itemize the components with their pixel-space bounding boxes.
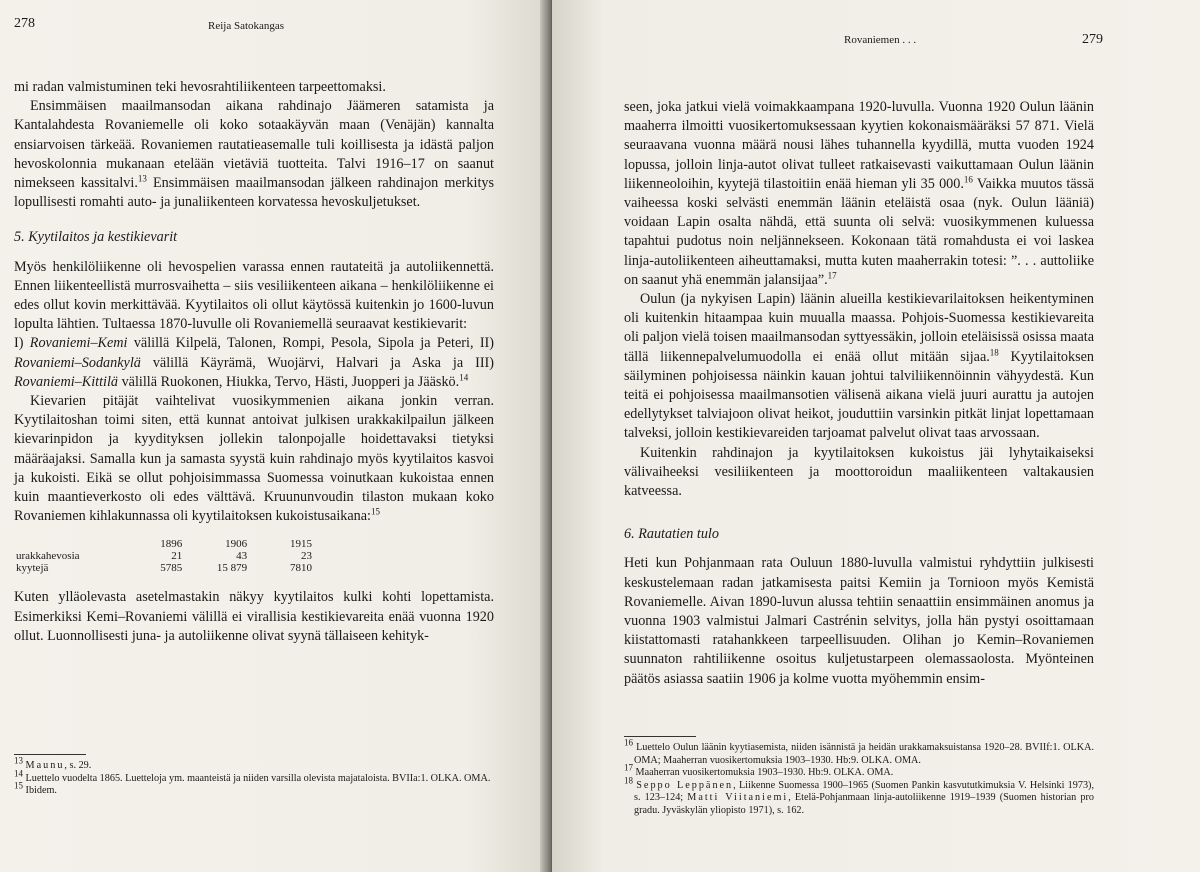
author-name: Seppo Leppänen [636,779,734,791]
table-cell: 5785 [160,562,183,575]
text-run: Kyytilaitoksen säilyminen pohjoisessa näinkin kauan johtui talviliikennöinnin vähyydestä. Kun teitä ei pohjoisessa maailmansotien välisenä aikana vielä juuri aurattu ja autojen edellytykset talviajoon olivat heikot, jouduttiin varsinkin pitkät linjat lopettamaan talveksi, jolloin kestikievareiden tarjoamat palvelut olivat taas arvossaan. [624,348,1094,442]
footnote-mark: 13 [14,755,23,766]
footnote-text: Ibidem. [25,785,57,796]
footnote-rule [14,754,86,755]
footnote [14,755,494,773]
text-run: Oulun (ja nykyisen Lapin) läänin alueilla kestikievarilaitoksen heikentyminen oli kuitenkin hitaampaa kuin muualla maassa. Pohjois-Suomessa kestikievareita oli paljon vielä toisen maailmansodan syttyessäkin, jolloin eteläisissä osissa maata tällä liikennepalvelumuodolla ei enää ollut mitään sijaa. [624,291,1094,365]
paragraph: Kuten ylläolevasta asetelmastakin näkyy kyytilaitos kulki kohti lopettamista. Esimerkiksi Kemi–Rovaniemi välillä ei virallisia kestikievareita enää vuonna 1920 ollut. Luonnollisesti juna- ja autoliikenne olivat syynä tällaiseen kehityk- [14,589,494,644]
page-number: 279 [1082,32,1103,47]
footnote-mark: 15 [14,780,23,791]
footnote [14,768,494,786]
footnote-mark: 14 [14,768,23,779]
route-name: Rovaniemi–Kittilä [14,373,119,390]
footnote-text: , Liikenne Suomessa 1900–1965 (Suomen Pankin kasvututkimuksia V. Helsinki 1973), s. 123–124; [634,779,1094,803]
footnote-ref: 17 [827,270,837,281]
table-cell: 23 [301,550,312,563]
row-label: urakkahevosia [16,550,80,563]
section-heading: 5. Kyytilaitos ja kestikievarit [14,229,178,246]
text-run: Vaikka muutos tässä vaiheessa koski selvästi enemmän läänin eteläistä osaa (nyk. Oulun lääniä) voidaan Lapin osalta nähdä, että suunta oli selvä: vuosikymmenen kuluessa tapahtui pudotus noin neljännekseen. Kokonaan tätä romahdusta ei voi laskea linja-autoliikenteen aiheuttamaksi, mutta kuten maaherrakin totesi: ”. . . auttoliike on saanut yhä enemmän jalansijaa”. [624,175,1095,288]
table-cell: 21 [171,550,183,563]
footnote-ref: 14 [459,372,469,383]
paragraph [14,334,494,392]
text-run: välillä Käyrämä, Wuojärvi, Halvari ja Aska ja III) [140,354,494,371]
footnotes [624,737,1095,817]
table-year: 1906 [225,538,248,551]
running-head: Rovaniemen . . . [844,34,917,46]
table-year: 1896 [160,538,183,551]
text-run: välillä Ruokonen, Hiukka, Tervo, Hästi, Juopperi ja Jääskö. [118,373,460,390]
footnote [624,737,1095,767]
statistics-table [14,538,314,574]
footnote-rule [624,736,696,737]
footnote-mark: 16 [624,737,633,748]
footnote-text: , s. 29. [64,760,92,771]
right-page [552,0,1200,872]
page-number: 278 [14,16,35,31]
section-heading: 6. Rautatien tulo [624,526,719,543]
left-page [0,0,548,872]
text-run: seen, joka jatkui vielä voimakkaampana 1920-luvulla. Vuonna 1920 Oulun läänin maaherra ilmoitti vuosikertomuksessaan kyytien kokonaismääräksi 57 871. Vielä seuraavana vuonna määrä nousi lähes tuhannella kyydillä, mutta vuoden 1924 lopussa, jolloin linja-autot olivat tulleet ratkaisevasti vaikuttamaan Oulun läänin liikenneoloihin, kyytejä tilastoitiin enää hieman yli 35 000. [624,99,1094,192]
text-run: Ensimmäisen maailmansodan jälkeen rahdinajon merkitys lopullisesti romahti auto- ja junaliikenteen korvatessa hevoskuljetukset. [14,175,494,211]
footnote-ref: 18 [989,346,999,357]
footnote-text: Luettelo Oulun läänin kyytiasemista, niiden isännistä ja heidän urakkamaksuistansa 1920–28. BVIIf:1. OLKA. OMA; Maaherran vuosikertomuksia 1903–1930. Hb:9. OLKA. OMA. [634,742,1095,766]
footnote-text: Maaherran vuosikertomuksia 1903–1930. Hb:9. OLKA. OMA. [635,767,894,778]
paragraph: Kuitenkin rahdinajon ja kyytilaitoksen kukoistus jäi lyhytaikaiseksi välivaiheeksi vesiliikenteen ja moottoroidun maaliikenteen valtakausien katveessa. [624,444,1094,500]
paragraph [624,98,1094,290]
author-name: Matti Viitaniemi [687,792,789,803]
footnote-ref: 15 [371,506,380,517]
table-cell: 43 [236,550,248,563]
paragraph [14,97,494,212]
table-row [14,562,314,574]
table-cell: 15 879 [216,562,248,575]
body-text [624,98,1094,689]
paragraph: Myös henkilöliikenne oli hevospelien varassa ennen rautateitä ja autoliikennettä. Ennen liikenteellistä murrosvaihetta – siis vesiliikenteen aikana – henkilöliikenne ei edes ollut kovin merkittävää. Kyytilaitos oli ollut käytössä kuitenkin jo 1600-luvun lopulta lähtien. Tultaessa 1870-luvulle oli Rovaniemellä seuraavat kestikievarit: [14,258,494,333]
body-text [14,78,494,646]
text-run: Kievarien pitäjät vaihtelivat vuosikymmenien aikana jonkin verran. Kyytilaitoshan toimi siten, että kunnat antoivat julkisen urakkakilpailun jälkeen kievarinpidon ja kyydityksen jollekin talonpojalle hoidettavaksi tietyksi määräajaksi. Samalla kun ja samasta syystä kuin rahdinajo myös kyytilaitos kasvoi ja kukoisti. Eikä se ollut pohjoisimmassa Suomessa voinutkaan kukoistaa ennen kuin maantieverkosto oli edes välttävä. Kruununvoudin tilaston mukaan koko Rovaniemen kihlakunnassa oli kyytilaitoksen kukoistusaikana: [14,393,494,525]
paragraph [14,392,494,526]
text-run: Ensimmäisen maailmansodan aikana rahdinajo Jäämeren satamista ja Kantalahdesta Rovaniemelle oli koko sotaakäyvän maan (Venäjän) kannalta ensiarvoisen tärkeää. Rovaniemen rautatieasemalle tuli koillisesta ja idästä paljon hevoskolonnia mukanaan etelään vietäviä tuotteita. Talvi 1916–17 on saanut nimekseen kassitalvi. [14,98,494,192]
text-run: välillä Kilpelä, Talonen, Rompi, Pesola, Sipola ja Peteri, II) [127,335,494,352]
footnote [624,762,1094,780]
route-name: Rovaniemi–Sodankylä [14,354,141,371]
route-name: Rovaniemi–Kemi [29,335,128,352]
footnote-text: , Etelä-Pohjanmaan linja-autoliikenne 1919–1939 (Suomen historian pro gradu. Jyväskylän yliopisto 1971), s. 162. [634,792,1094,816]
footnote-ref: 13 [137,173,147,184]
paragraph: Heti kun Pohjanmaan rata Ouluun 1880-luvulla valmistui ryhdyttiin julkisesti keskustelemaan radan jatkamisesta paitsi Kemiin ja Tornioon myös Kemistä Rovaniemelle. Aivan 1890-luvun alussa tehtiin senaattiin ensimmäinen anomus ja vuonna 1903 valmistui Jalmari Castrénin selvitys, jolla hän pystyi osoittamaan kiistattomasti ratahankkeen tarpeellisuuden. Olihan jo Kemin–Rovaniemen suunnaton rahtiliikenne osoitus kuljetustarpeen olemassaolosta. Myönteinen päätös asiassa saatiin 1906 ja kolme vuotta myöhemmin ensim- [624,555,1094,687]
footnote-text: Luettelo vuodelta 1865. Luetteloja ym. maanteistä ja niiden varsilla olevista majataloista. BVIIa:1. OLKA. OMA. [25,772,491,784]
footnote-mark: 17 [624,762,633,773]
footnote [14,780,494,798]
table-header-row [14,538,314,550]
text-run: I) [14,335,30,352]
footnotes [14,755,494,798]
author-name: Maunu [25,760,65,771]
footnote [624,775,1094,818]
footnote-mark: 18 [624,775,633,786]
row-label: kyytejä [16,562,49,575]
table-row [14,550,314,562]
running-head: Reija Satokangas [208,20,285,32]
paragraph: mi radan valmistuminen teki hevosrahtiliikenteen tarpeettomaksi. [14,79,386,95]
table-year: 1915 [290,538,312,551]
footnote-ref: 16 [963,174,973,185]
table-cell: 7810 [290,562,312,575]
paragraph [624,290,1094,444]
